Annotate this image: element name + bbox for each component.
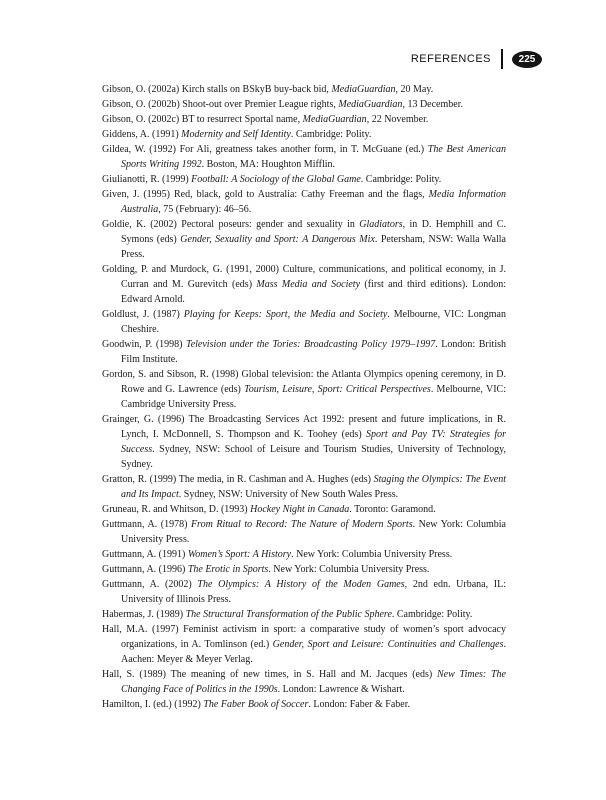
reference-text: Gratton, R. (1999) The media, in R. Cashman and A. Hughes (eds)	[102, 474, 374, 485]
reference-entry	[102, 82, 506, 97]
reference-entry	[102, 367, 506, 412]
reference-text: . Cambridge: Polity.	[391, 609, 473, 620]
reference-title: Television under the Tories: Broadcasting Policy 1979–1997	[186, 339, 436, 350]
reference-text: Giddens, A. (1991)	[102, 129, 182, 140]
reference-title: Gladiators	[359, 219, 403, 230]
reference-title: Staging the Olympics: The Event and Its Impact	[121, 474, 506, 500]
reference-text: Given, J. (1995) Red, black, gold to Australia: Cathy Freeman and the flags,	[102, 189, 429, 200]
reference-title: Sport and Pay TV: Strategies for Success	[121, 429, 507, 455]
reference-entry	[102, 547, 506, 562]
reference-text: . Petersham, NSW: Walla Walla Press.	[121, 234, 506, 260]
reference-entry	[102, 127, 506, 142]
reference-text: Gordon, S. and Sibson, R. (1998) Global television: the Atlanta Olympics opening ceremony, in D. Rowe and G. Lawrence (eds)	[102, 369, 506, 395]
reference-text: (first and third editions). London: Edward Arnold.	[121, 279, 506, 305]
reference-title: New Times: The Changing Face of Politics in the 1990s	[121, 669, 506, 695]
reference-entry	[102, 562, 506, 577]
reference-text: , 13 December.	[402, 99, 463, 110]
reference-entry	[102, 412, 506, 472]
reference-title: Women’s Sport: A History	[187, 549, 292, 560]
reference-text: Guttmann, A. (2002)	[102, 579, 198, 590]
reference-entry	[102, 337, 506, 367]
reference-text: Gruneau, R. and Whitson, D. (1993)	[102, 504, 251, 515]
reference-text: , 22 November.	[366, 114, 429, 125]
reference-text: . Boston, MA: Houghton Mifflin.	[201, 159, 336, 170]
reference-title: MediaGuardian	[331, 84, 396, 95]
reference-title: MediaGuardian	[338, 99, 403, 110]
reference-entry	[102, 112, 506, 127]
reference-text: . New York: Columbia University Press.	[268, 564, 430, 575]
reference-entry	[102, 517, 506, 547]
reference-entry	[102, 217, 506, 262]
reference-entry	[102, 187, 506, 217]
reference-text: . New York: Columbia University Press.	[291, 549, 453, 560]
reference-text: . London: Faber & Faber.	[308, 699, 411, 710]
reference-text: , 2nd edn. Urbana, IL: University of Illinois Press.	[121, 579, 506, 605]
reference-text: , 75 (February): 46–56.	[158, 204, 252, 215]
reference-text: Gildea, W. (1992) For Ali, greatness takes another form, in T. McGuane (ed.)	[102, 144, 428, 155]
reference-entry	[102, 307, 506, 337]
reference-list	[102, 82, 506, 712]
reference-title: Playing for Keeps: Sport, the Media and Society	[183, 309, 388, 320]
reference-title: The Structural Transformation of the Public Sphere	[185, 609, 392, 620]
reference-title: Gender, Sexuality and Sport: A Dangerous Mix	[180, 234, 375, 245]
reference-title: The Faber Book of Soccer	[203, 699, 309, 710]
reference-text: . Sydney, NSW: University of New South Wales Press.	[178, 489, 399, 500]
reference-text: . Melbourne, VIC: Cambridge University Press.	[121, 384, 506, 410]
reference-title: Mass Media and Society	[256, 279, 361, 290]
reference-text: Grainger, G. (1996) The Broadcasting Services Act 1992: present and future implications, in R. Lynch, I. McDonnell, S. Thompson and K. Toohey (eds)	[102, 414, 506, 440]
reference-text: , in D. Hemphill and C. Symons (eds)	[121, 219, 506, 245]
reference-entry	[102, 97, 506, 112]
reference-entry	[102, 667, 506, 697]
reference-text: Golding, P. and Murdock, G. (1991, 2000) Culture, communications, and political economy, in J. Curran and M. Gurevitch (eds)	[102, 264, 506, 290]
reference-text: Guttmann, A. (1991)	[102, 549, 188, 560]
reference-text: Hall, S. (1989) The meaning of new times, in S. Hall and M. Jacques (eds)	[102, 669, 437, 680]
reference-title: Hockey Night in Canada	[250, 504, 350, 515]
reference-text: Guttmann, A. (1996)	[102, 564, 188, 575]
reference-text: Hamilton, I. (ed.) (1992)	[102, 699, 204, 710]
reference-text: Gibson, O. (2002a) Kirch stalls on BSkyB buy-back bid,	[102, 84, 332, 95]
reference-text: . Sydney, NSW: School of Leisure and Tourism Studies, University of Technology, Sydney.	[121, 444, 506, 470]
reference-title: Football: A Sociology of the Global Game	[191, 174, 361, 185]
reference-text: . London: Lawrence & Wishart.	[277, 684, 405, 695]
header-divider	[501, 49, 503, 69]
reference-title: The Erotic in Sports	[187, 564, 269, 575]
reference-entry	[102, 577, 506, 607]
reference-entry	[102, 172, 506, 187]
reference-entry	[102, 262, 506, 307]
reference-entry	[102, 472, 506, 502]
reference-title: The Olympics: A History of the Moden Games	[197, 579, 405, 590]
reference-text: Gibson, O. (2002c) BT to resurrect Sportal name,	[102, 114, 303, 125]
reference-text: Goldlust, J. (1987)	[102, 309, 184, 320]
reference-title: From Ritual to Record: The Nature of Modern Sports	[190, 519, 413, 530]
reference-entry	[102, 502, 506, 517]
reference-title: Gender, Sport and Leisure: Continuities and Challenges	[272, 639, 504, 650]
reference-text: Goldie, K. (2002) Pectoral poseurs: gender and sexuality in	[102, 219, 360, 230]
reference-text: , 20 May.	[395, 84, 434, 95]
reference-title: The Best American Sports Writing 1992	[121, 144, 506, 170]
reference-title: Media Information Australia	[121, 189, 506, 215]
running-header	[411, 47, 542, 71]
section-title: REFERENCES	[410, 53, 491, 65]
reference-entry	[102, 697, 506, 712]
reference-title: Modernity and Self Identity	[181, 129, 291, 140]
reference-text: . London: British Film Institute.	[121, 339, 506, 365]
reference-text: . Melbourne, VIC: Longman Cheshire.	[121, 309, 506, 335]
reference-text: Guttmann, A. (1978)	[102, 519, 191, 530]
reference-text: Hall, M.A. (1997) Feminist activism in sport: a comparative study of women’s sport advocacy organizations, in A. Tomlinson (ed.)	[102, 624, 506, 650]
page-number-badge: 225	[512, 51, 542, 68]
reference-text: . New York: Columbia University Press.	[121, 519, 506, 545]
reference-text: Giulianotti, R. (1999)	[102, 174, 192, 185]
reference-entry	[102, 622, 506, 667]
reference-entry	[102, 607, 506, 622]
reference-text: Habermas, J. (1989)	[102, 609, 186, 620]
reference-text: . Toronto: Garamond.	[349, 504, 436, 515]
reference-text: Gibson, O. (2002b) Shoot-out over Premier League rights,	[102, 99, 339, 110]
reference-text: . Cambridge: Polity.	[290, 129, 372, 140]
reference-entry	[102, 142, 506, 172]
reference-title: MediaGuardian	[302, 114, 367, 125]
reference-text: . Cambridge: Polity.	[360, 174, 442, 185]
reference-text: Goodwin, P. (1998)	[102, 339, 187, 350]
reference-title: Tourism, Leisure, Sport: Critical Perspectives	[244, 384, 431, 395]
reference-text: . Aachen: Meyer & Meyer Verlag.	[121, 639, 506, 665]
